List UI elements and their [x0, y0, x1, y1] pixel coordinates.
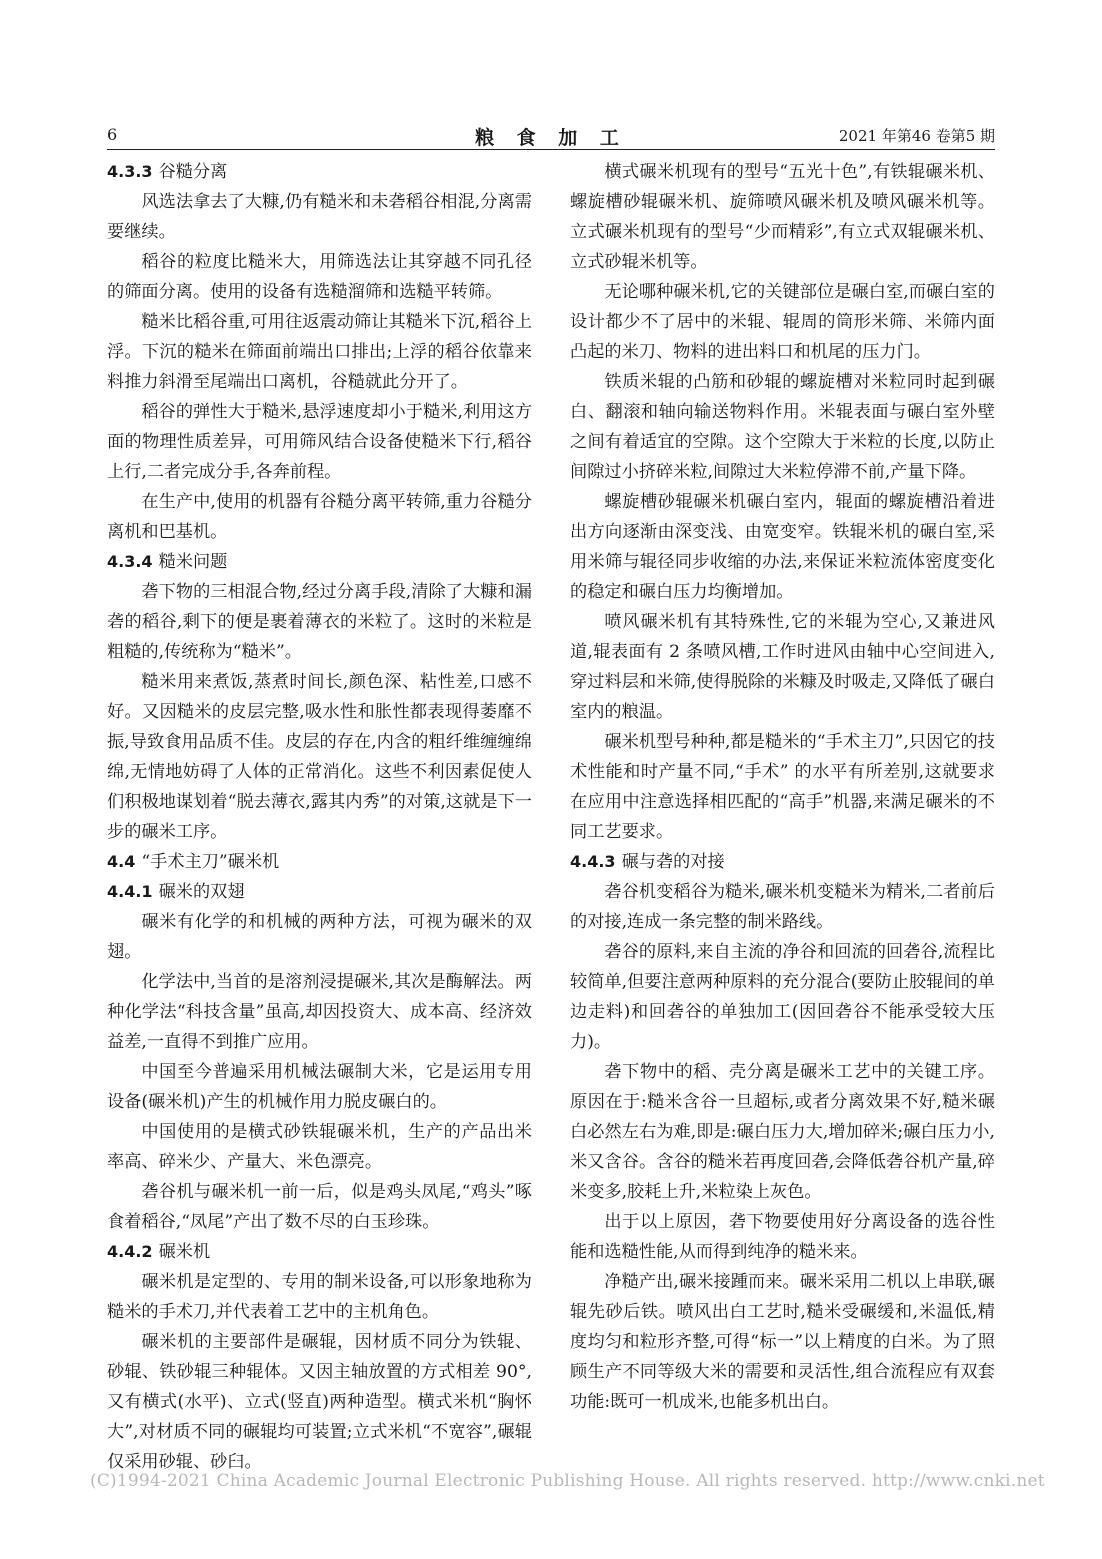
- section-heading: [570, 847, 995, 877]
- paragraph: 中国使用的是横式砂铁辊碾米机，生产的产品出米率高、碎米少、产量大、米色漂亮。: [107, 1122, 532, 1172]
- paragraph: 砻谷机变稻谷为糙米,碾米机变糙米为精米,二者前后的对接,连成一条完整的制米路线。: [570, 882, 995, 932]
- paragraph: 螺旋槽砂辊碾米机碾白室内，辊面的螺旋槽沿着进出方向逐渐由深变浅、由宽变窄。铁辊米机的碾白室,采用米筛与辊径同步收缩的办法,来保证米粒流体密度变化的稳定和碾白压力均衡增加。: [570, 492, 995, 602]
- paragraph: 风选法拿去了大糠,仍有糙米和未砻稻谷相混,分离需要继续。: [107, 192, 532, 242]
- section-number: 4.4.3: [570, 852, 616, 871]
- section-title: 谷糙分离: [158, 162, 228, 182]
- page-number: 6: [107, 125, 118, 144]
- section-heading: [107, 157, 532, 187]
- section-title: 糙米问题: [158, 552, 228, 572]
- section-title: 碾米机: [158, 1242, 211, 1262]
- paragraph: 碾米机的主要部件是碾辊，因材质不同分为铁辊、砂辊、铁砂辊三种辊体。又因主轴放置的方式相差 90°,又有横式(水平)、立式(竖直)两种造型。横式米机“胸怀大”,对材质不同的碾辊均可装置;立式米机“不宽容”,碾辊仅采用砂辊、砂臼。: [107, 1332, 532, 1472]
- paragraph: 砻谷的原料,来自主流的净谷和回流的回砻谷,流程比较简单,但要注意两种原料的充分混合(要防止胶辊间的单边走料)和回砻谷的单独加工(因回砻谷不能承受较大压力)。: [570, 942, 995, 1052]
- paragraph: 碾米有化学的和机械的两种方法，可视为碾米的双翅。: [107, 912, 532, 962]
- paragraph: 砻下物中的稻、壳分离是碾米工艺中的关键工序。原因在于:糙米含谷一旦超标,或者分离效果不好,糙米碾白必然左右为难,即是:碾白压力大,增加碎米;碾白压力小,米又含谷。含谷的糙米若再度回砻,会降低砻谷机产量,碎米变多,胶耗上升,米粒染上灰色。: [570, 1062, 995, 1202]
- paragraph: 稻谷的粒度比糙米大，用筛选法让其穿越不同孔径的筛面分离。使用的设备有选糙溜筛和选糙平转筛。: [107, 252, 532, 302]
- paragraph: 碾米机是定型的、专用的制米设备,可以形象地称为糙米的手术刀,并代表着工艺中的主机角色。: [107, 1272, 532, 1322]
- paragraph: 糙米用来煮饭,蒸煮时间长,颜色深、粘性差,口感不好。又因糙米的皮层完整,吸水性和胀性都表现得萎靡不振,导致食用品质不佳。皮层的存在,内含的粗纤维缠缠绵绵,无情地妨碍了人体的正常消化。这些不利因素促使人们积极地谋划着“脱去薄衣,露其内秀”的对策,这就是下一步的碾米工序。: [107, 672, 532, 842]
- section-heading: [107, 847, 532, 877]
- paragraph: 糙米比稻谷重,可用往返震动筛让其糙米下沉,稻谷上浮。下沉的糙米在筛面前端出口排出;上浮的稻谷依靠来料推力斜滑至尾端出口离机，谷糙就此分开了。: [107, 312, 532, 392]
- paragraph: 在生产中,使用的机器有谷糙分离平转筛,重力谷糙分离机和巴基机。: [107, 492, 532, 542]
- section-title: 碾与砻的对接: [621, 852, 725, 872]
- section-number: 4.3.3: [107, 162, 153, 181]
- section-heading: [107, 877, 532, 907]
- paragraph: 无论哪种碾米机,它的关键部位是碾白室,而碾白室的设计都少不了居中的米辊、辊周的筒形米筛、米筛内面凸起的米刀、物料的进出料口和机尾的压力门。: [570, 282, 995, 362]
- paragraph: 碾米机型号种种,都是糙米的“手术主刀”,只因它的技术性能和时产量不同,“手术” 的水平有所差别,这就要求在应用中注意选择相匹配的“高手”机器,来满足碾米的不同工艺要求。: [570, 732, 995, 842]
- paragraph: 横式碾米机现有的型号“五光十色”,有铁辊碾米机、螺旋槽砂辊碾米机、旋筛喷风碾米机及喷风碾米机等。立式碾米机现有的型号“少而精彩”,有立式双辊碾米机、立式砂辊米机等。: [570, 162, 995, 272]
- section-number: 4.4: [107, 852, 136, 871]
- paragraph: 砻下物的三相混合物,经过分离手段,清除了大糠和漏砻的稻谷,剩下的便是裹着薄衣的米粒了。这时的米粒是粗糙的,传统称为“糙米”。: [107, 582, 532, 662]
- section-number: 4.3.4: [107, 552, 153, 571]
- paragraph: 稻谷的弹性大于糙米,悬浮速度却小于糙米,利用这方面的物理性质差异，可用筛风结合设备使糙米下行,稻谷上行,二者完成分手,各奔前程。: [107, 402, 532, 482]
- paragraph: 中国至今普遍采用机械法碾制大米，它是运用专用设备(碾米机)产生的机械作用力脱皮碾白的。: [107, 1062, 532, 1112]
- section-heading: [107, 1237, 532, 1267]
- section-title: “手术主刀”碾米机: [141, 852, 280, 872]
- paragraph: 喷风碾米机有其特殊性,它的米辊为空心,又兼进风道,辊表面有 2 条喷风槽,工作时进风由轴中心空间进入,穿过料层和米筛,使得脱除的米糠及时吸走,又降低了碾白室内的粮温。: [570, 612, 995, 722]
- paragraph: 出于以上原因，砻下物要使用好分离设备的选谷性能和选糙性能,从而得到纯净的糙米来。: [570, 1212, 995, 1262]
- section-number: 4.4.2: [107, 1242, 153, 1261]
- issue-info: 2021 年第46 卷第5 期: [838, 127, 995, 145]
- section-number: 4.4.1: [107, 882, 153, 901]
- left-column: [107, 157, 532, 1477]
- paragraph: 净糙产出,碾米接踵而来。碾米采用二机以上串联,碾辊先砂后铁。喷风出白工艺时,糙米受碾缓和,米温低,精度均匀和粒形齐整,可得“标一”以上精度的白米。为了照顾生产不同等级大米的需要和灵活性,组合流程应有双套功能:既可一机成米,也能多机出白。: [570, 1272, 995, 1412]
- section-heading: [107, 547, 532, 577]
- running-header: [107, 125, 995, 150]
- paragraph: 砻谷机与碾米机一前一后，似是鸡头凤尾,“鸡头”啄食着稻谷,“凤尾”产出了数不尽的白玉珍珠。: [107, 1182, 532, 1232]
- journal-title: 粮 食 加 工: [475, 127, 627, 149]
- paragraph: 化学法中,当首的是溶剂浸提碾米,其次是酶解法。两种化学法“科技含量”虽高,却因投资大、成本高、经济效益差,一直得不到推广应用。: [107, 972, 532, 1052]
- section-title: 碾米的双翅: [158, 882, 245, 902]
- paragraph: 铁质米辊的凸筋和砂辊的螺旋槽对米粒同时起到碾白、翻滚和轴向输送物料作用。米辊表面与碾白室外壁之间有着适宜的空隙。这个空隙大于米粒的长度,以防止间隙过小挤碎米粒,间隙过大米粒停滞不前,产量下降。: [570, 372, 995, 482]
- copyright-watermark: (C)1994-2021 China Academic Journal Electronic Publishing House. All rights reserved. http://www.cnki.net: [90, 1471, 1045, 1491]
- right-column: [570, 157, 995, 1417]
